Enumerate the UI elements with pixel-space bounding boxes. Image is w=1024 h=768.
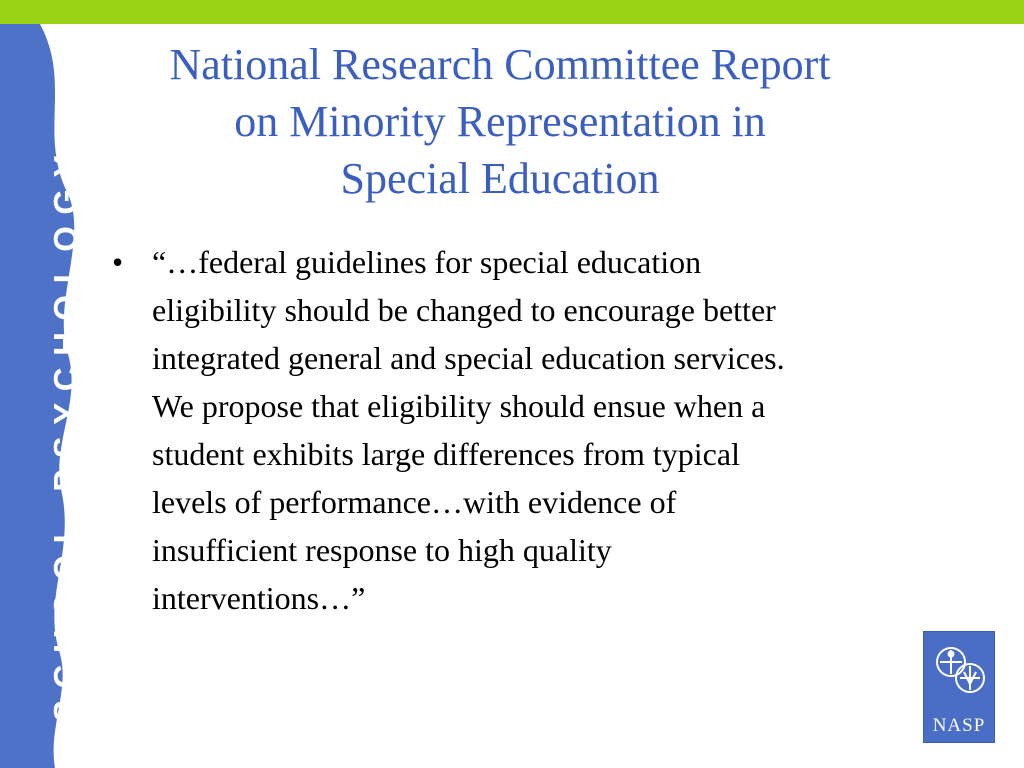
- top-accent-bar: [0, 0, 1024, 24]
- quote-line: insufficient response to high quality: [152, 532, 612, 568]
- quote-line: “…federal guidelines for special education: [152, 244, 702, 280]
- title-line: Special Education: [340, 154, 660, 203]
- bullet-quote: [152, 238, 962, 622]
- quote-line: integrated general and special education services.: [152, 340, 785, 376]
- nasp-emblem-icon: [924, 632, 996, 718]
- slide-body: [112, 238, 962, 622]
- side-label: SCHOOL PSYCHOLOGY:: [47, 123, 84, 722]
- title-line: National Research Committee Report: [169, 40, 831, 89]
- quote-line: interventions…”: [152, 580, 366, 616]
- quote-line: We propose that eligibility should ensue when a: [152, 388, 766, 424]
- logo-text: NASP: [932, 715, 986, 736]
- nasp-logo: [923, 631, 995, 743]
- bullet-item: [112, 238, 962, 622]
- bullet-marker: •: [112, 244, 124, 280]
- slide-title: [100, 36, 900, 207]
- title-line: on Minority Representation in: [234, 97, 766, 146]
- quote-line: student exhibits large differences from typical: [152, 436, 740, 472]
- quote-line: levels of performance…with evidence of: [152, 484, 677, 520]
- quote-line: eligibility should be changed to encourage better: [152, 292, 776, 328]
